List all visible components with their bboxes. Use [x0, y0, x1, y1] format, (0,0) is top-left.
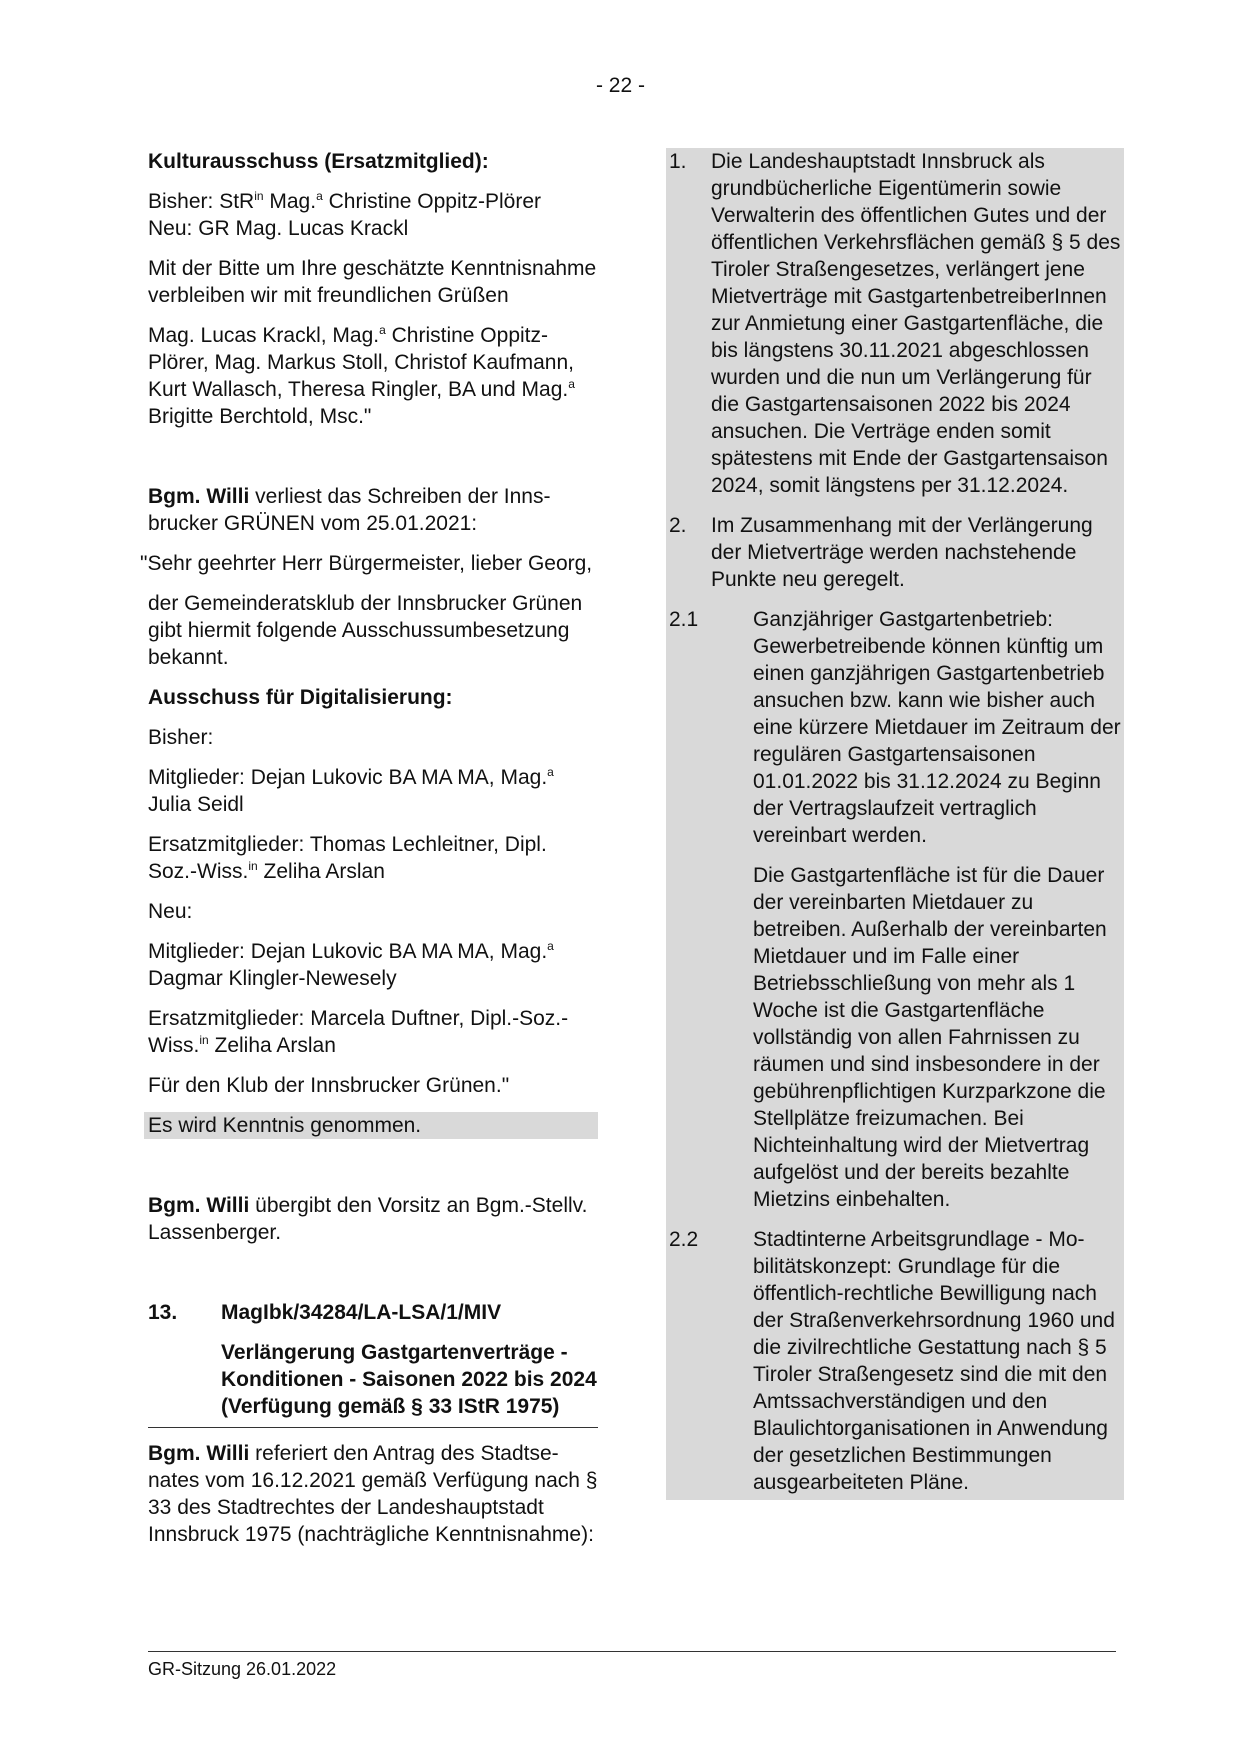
signatories: Mag. Lucas Krackl, Mag.$^a$ Christine Oppitz-Plörer, Mag. Markus Stoll, Christof Kaufmann, Kurt Wallasch, Theresa Ringler, BA und Mag.$^a$ Brigitte Berchtold, Msc."	[148, 323, 575, 428]
members-old: Mitglieder: Dejan Lukovic BA MA MA, Mag.$^a$ Julia Seidl	[148, 765, 554, 816]
left-column	[140, 148, 598, 1561]
point-number: 2.	[669, 514, 687, 537]
point-1	[666, 148, 1124, 499]
klub-paragraph: der Gemeinderatsklub der Innsbrucker Grünen gibt hiermit folgende Ausschussumbesetzung bekannt.	[148, 592, 583, 669]
point-text: Ganzjähriger Gastgartenbetrieb: Gewerbetreibende können künftig um einen ganzjährigen Gastgartenbetrieb ansuchen bzw. kann wie bisher auch eine kürzere Mietdauer im Zeitraum der regulären Gastgartensaisonen 01.01.2022 bis 31.12.2024 zu Beginn der Vertragslaufzeit vertraglich vereinbart werden.	[753, 608, 1121, 847]
point-number: 2.1	[669, 608, 699, 631]
willi-hands-over: Bgm. Willi übergibt den Vorsitz an Bgm.-Stellv. Lassenberger.	[148, 1194, 588, 1244]
point-number: 1.	[669, 150, 687, 173]
point-text: Die Gastgartenfläche ist für die Dauer der vereinbarten Mietdauer zu betreiben. Außerhalb der vereinbarten Mietdauer und im Falle einer Betriebsschließung von mehr als 1 Woche ist die Gastgartenfläche vollständig von allen Fahrnissen zu räumen und sind insbesondere in der gebührenpflichtigen Kurzparkzone die Stellplätze freizumachen. Bei Nichteinhaltung wird der Mietvertrag aufgelöst und der bereits bezahlte Mietzins einbehalten.	[753, 864, 1107, 1211]
point-text: Im Zusammenhang mit der Verlängerung der Mietverträge werden nachstehende Punkte neu geregelt.	[711, 514, 1093, 591]
bitte-paragraph: Mit der Bitte um Ihre geschätzte Kenntnisnahme verbleiben wir mit freundlichen Grüßen	[148, 257, 597, 307]
point-2-1-continued	[666, 862, 1124, 1213]
right-column	[666, 148, 1124, 1500]
neu-label: Neu:	[148, 900, 193, 923]
footer: GR-Sitzung 26.01.2022	[148, 1659, 337, 1679]
willi-refers: Bgm. Willi referiert den Antrag des Stadtsenates vom 16.12.2021 gemäß Verfügung nach § 33 des Stadtrechtes der Landeshauptstadt Innsbruck 1975 (nachträgliche Kenntnisnahme):	[148, 1442, 598, 1546]
digi-heading: Ausschuss für Digitalisierung:	[148, 686, 453, 709]
point-number: 2.2	[669, 1228, 699, 1251]
agenda-item-13	[148, 1299, 598, 1433]
kultur-members: Bisher: StR$^{in}$ Mag.$^a$ Christine Oppitz-Plörer Neu: GR Mag. Lucas Krackl	[148, 189, 541, 240]
point-text: Stadtinterne Arbeitsgrundlage - Mobilitätskonzept: Grundlage für die öffentlich-rechtliche Bewilligung nach der Straßenverkehrsordnung 1960 und die zivilrechtliche Gestattung nach § 5 Tiroler Straßengesetz sind die mit den Amtssachverständigen und den Blaulichtorganisationen in Anwendung der gesetzlichen Bestimmungen ausgearbeiteten Pläne.	[753, 1228, 1115, 1494]
point-2-1	[666, 606, 1124, 849]
point-text: Die Landeshauptstadt Innsbruck als grundbücherliche Eigentümerin sowie Verwalterin des öffentlichen Gutes und der öffentlichen Verkehrsflächen gemäß § 5 des Tiroler Straßengesetzes, verlängert jene Mietverträge mit GastgartenbetreiberInnen zur Anmietung einer Gastgartenfläche, die bis längstens 30.11.2021 abgeschlossen wurden und die nun um Verlängerung für die Gastgartensaisonen 2022 bis 2024 ansuchen. Die Verträge enden somit spätestens mit Ende der Gastgartensaison 2024, somit längstens per 31.12.2024.	[711, 150, 1121, 497]
salutation: "Sehr geehrter Herr Bürgermeister, lieber Georg,	[140, 552, 593, 575]
item-title: Verlängerung Gastgartenverträge - Konditionen - Saisonen 2022 bis 2024 (Verfügung gemäß § 33 IStR 1975)	[221, 1341, 597, 1418]
closing: Für den Klub der Innsbrucker Grünen."	[148, 1074, 510, 1097]
substitutes-new: Ersatzmitglieder: Marcela Duftner, Dipl.-Soz.-Wiss.$^{in}$ Zeliha Arslan	[148, 1007, 569, 1057]
item-number: 13.	[148, 1301, 178, 1324]
point-2-2	[666, 1226, 1124, 1496]
bisher-label: Bisher:	[148, 726, 214, 749]
page-number: - 22 -	[595, 74, 645, 97]
kultur-heading: Kulturausschuss (Ersatzmitglied):	[148, 150, 489, 173]
members-new: Mitglieder: Dejan Lukovic BA MA MA, Mag.$^a$ Dagmar Klingler-Newesely	[148, 939, 554, 990]
item-reference: MagIbk/34284/LA-LSA/1/MIV	[221, 1301, 502, 1324]
decision-note: Es wird Kenntnis genommen.	[144, 1112, 598, 1139]
point-2	[666, 512, 1124, 593]
substitutes-old: Ersatzmitglieder: Thomas Lechleitner, Dipl. Soz.-Wiss.$^{in}$ Zeliha Arslan	[148, 833, 547, 883]
willi-reads-letter: Bgm. Willi verliest das Schreiben der Innsbrucker GRÜNEN vom 25.01.2021:	[148, 485, 551, 535]
footer-divider	[148, 1651, 1116, 1652]
